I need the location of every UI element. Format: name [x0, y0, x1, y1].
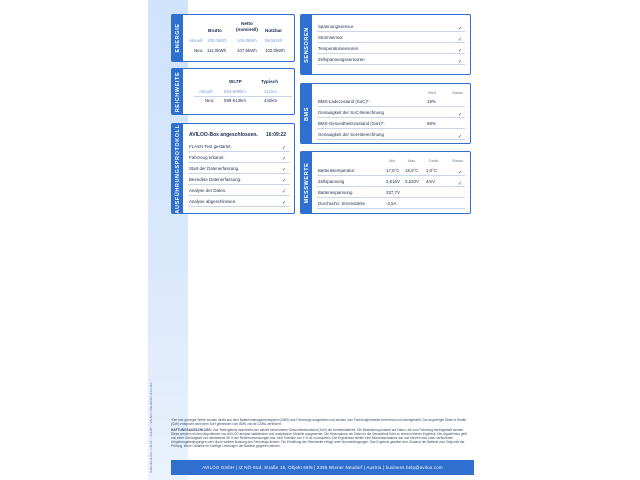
divider [188, 184, 290, 185]
reichweite-row-label: Aktuell: [199, 89, 214, 94]
messwert-value: -2,5A [386, 201, 397, 206]
energie-header-netto: Netto (nominell) [236, 21, 258, 32]
messwerte-header-delta: Delta [429, 159, 438, 163]
reichweite-value: 442km [264, 98, 278, 103]
messwert-label: Batterietemperatur [318, 168, 355, 173]
bms-row-label: BMS-Gesundheitszustand (SoH)*: [318, 121, 385, 126]
energie-row-label: Neu: [194, 48, 204, 53]
energie-value: 102,0kWh [265, 48, 285, 53]
divider [317, 197, 465, 198]
messwert-label: Durchschn. Stromstärke [318, 201, 366, 206]
energie-value: 105,0kWh [237, 38, 257, 43]
checkmark-icon: ✓ [458, 26, 463, 32]
messwert-value: 17,5°C [386, 168, 400, 173]
divider [317, 53, 465, 54]
divider [188, 151, 290, 152]
bms-row-label: Genauigkeit der SoH-Berechnung [318, 132, 384, 137]
messwert-value: 4mV [426, 179, 436, 184]
divider [188, 162, 290, 163]
footer-text: AVILOO GmbH | IZ NÖ-Süd, Straße 16, Objekt 69/5 | 2355 Wiener Neudorf | Austria | business.help@aviloo.com [202, 465, 443, 470]
sensoren-tab-label: SENSOREN [303, 26, 310, 63]
bms-row-value: 98% [427, 121, 436, 126]
energie-value: 98,5kWh [265, 38, 283, 43]
messwerte-header-min: Min. [389, 159, 397, 163]
energie-panel [171, 14, 295, 62]
divider [317, 64, 465, 65]
divider [317, 117, 465, 118]
protokoll-item: Start der Datenerfassung. [189, 166, 240, 171]
divider [317, 31, 465, 32]
reichweite-value: 599-613km [224, 98, 246, 103]
footer-bar [171, 460, 474, 475]
divider [188, 173, 290, 174]
reichweite-value: 411km [264, 89, 277, 94]
checkmark-icon: ✓ [458, 134, 463, 140]
bms-tab-label: BMS [303, 106, 310, 121]
reichweite-header-typisch: Typisch [261, 79, 279, 84]
reichweite-tab-label: REICHWEITE [174, 71, 181, 112]
energie-value: 105,0kWh [207, 38, 227, 43]
messwert-value: 3,516V [386, 179, 400, 184]
checkmark-icon: ✓ [282, 156, 287, 162]
messwerte-header-status: Status [452, 159, 463, 163]
checkmark-icon: ✓ [282, 189, 287, 195]
checkmark-icon: ✓ [282, 178, 287, 184]
energie-header-nutzbar: Nutzbar [265, 28, 283, 33]
divider [317, 42, 465, 43]
energie-tab [172, 15, 183, 61]
checkmark-icon: ✓ [458, 170, 463, 176]
energie-value: 111,0kWh [207, 48, 227, 53]
reichweite-row-label: Neu: [205, 98, 215, 103]
messwert-value: 1,0°C [426, 168, 438, 173]
sensor-item: Stromsensor [318, 35, 343, 40]
divider [317, 208, 465, 209]
messwert-value: 3,520V [405, 179, 419, 184]
energie-row-label: Aktuell: [189, 38, 204, 43]
protokoll-item: Fahrzeug erkannt. [189, 155, 225, 160]
divider [188, 195, 290, 196]
protokoll-item: Beendete Datenerfassung. [189, 177, 242, 182]
energie-header-brutto: Brutto [208, 28, 222, 33]
protokoll-item: Analyse der Daten. [189, 188, 227, 193]
protokoll-tab-label: AUSFÜHRUNGSPROTOKOLL [174, 123, 181, 214]
bms-header-wert: Wert [428, 91, 436, 95]
bms-row-value: 19% [427, 99, 436, 104]
reichweite-tab [172, 69, 183, 114]
checkmark-icon: ✓ [458, 48, 463, 54]
document-id: 5AE4E339-C6CF-438F-9580-8AD6AF3CC0E [150, 381, 154, 473]
energie-value: 107,6kWh [237, 48, 257, 53]
divider [194, 96, 292, 97]
disclaimer-text: Das Testergebnis beschreibt den aktuell berechneten Gesundheitszustand (SoH) der Antriebsbatterie. Die Bestimmung basiert auf Daten, die vom Fahrzeug bereitgestellt werden. Diese werden mit dem Algorithmen von AVILOO anhand statistischer und analytischer Modelle ausgewertet. Die Hinzunahme der Daten in die Gesamtheit führt zu einem höheren Ergebnis. Der Algorithmus geht von einer Genauigkeit von mindestens 95 % der Referenzmessungen aus, eine Toleranz von 4 % ist zu beachten. Die Ergebnisse stellen eine Momentaufnahme dar und können sich unter veränderten Umgebungsbedingungen oder durch weitere Nutzung des Fahrzeugs ändern. Die Ermittlung der Reichweite erfolgt unter Normbedingungen. Das Ergebnis gewährt dem Zustand der Batterie zum Zeitpunkt der Prüfung, keine Garantie für künftige Leistungen der Batterie gegeben werden. [171, 428, 468, 448]
divider [317, 128, 465, 129]
divider [317, 139, 465, 140]
sensor-item: Spannungssensor [318, 24, 354, 29]
checkmark-icon: ✓ [282, 200, 287, 206]
messwert-value: 337,7V [386, 190, 400, 195]
messwert-value: 18,5°C [405, 168, 419, 173]
protokoll-time: 16:09:22 [266, 132, 287, 138]
disclaimer [171, 428, 471, 448]
sensor-item: Temperatursensoren [318, 46, 359, 51]
footnote [171, 418, 471, 448]
divider [317, 175, 465, 176]
bms-header-status: Status [452, 91, 463, 95]
messwert-label: Batteriespannung [318, 190, 353, 195]
protokoll-item: FLASH Test gestartet. [189, 144, 232, 149]
protokoll-tab [172, 124, 183, 213]
footnote-star: *Der hier gezeigte Werte wurden direkt aus dem Batteriemanagementsystem (BMS) des Fahrzeugs ausgelesen und werden vom Fahrzeughersteller berechnet und bereitgestellt. Der angezeigte State of Health (SoH) entspricht nicht dem SoH gemessen vom BMS und ist CARA-zertifiziert. [171, 418, 467, 426]
sensoren-tab [301, 15, 312, 74]
messwert-label: Zellspannung [318, 179, 345, 184]
reichweite-panel [171, 68, 295, 115]
protokoll-title: AVILOO-Box angeschlossen. [189, 132, 258, 138]
bms-tab [301, 84, 312, 143]
divider [317, 106, 465, 107]
checkmark-icon: ✓ [282, 145, 287, 151]
reichweite-header-wltp: WLTP [229, 79, 242, 84]
reichweite-value: 564-599km [224, 89, 246, 94]
sensor-item: Zellspannungssensoren [318, 57, 365, 62]
divider [188, 206, 290, 207]
bms-row-label: Genauigkeit der SoC-Berechnung [318, 110, 384, 115]
checkmark-icon: ✓ [282, 167, 287, 173]
checkmark-icon: ✓ [458, 37, 463, 43]
checkmark-icon: ✓ [458, 112, 463, 118]
bms-row-label: BMS-Ladezustand (SoC)*: [318, 99, 370, 104]
protokoll-panel [171, 123, 295, 214]
energie-tab-label: ENERGIE [174, 23, 181, 53]
messwerte-header-max: Max. [408, 159, 417, 163]
messwerte-tab-label: MESSWERTE [303, 162, 310, 203]
checkmark-icon: ✓ [458, 59, 463, 65]
checkmark-icon: ✓ [458, 181, 463, 187]
bms-panel [300, 83, 471, 144]
disclaimer-title: HAFTUNGSAUSSCHLUSS: [171, 428, 212, 432]
messwerte-tab [301, 152, 312, 213]
sensoren-panel [300, 14, 471, 75]
protokoll-item: Analyse abgeschlossen. [189, 199, 237, 204]
divider [317, 186, 465, 187]
messwerte-panel [300, 151, 471, 214]
